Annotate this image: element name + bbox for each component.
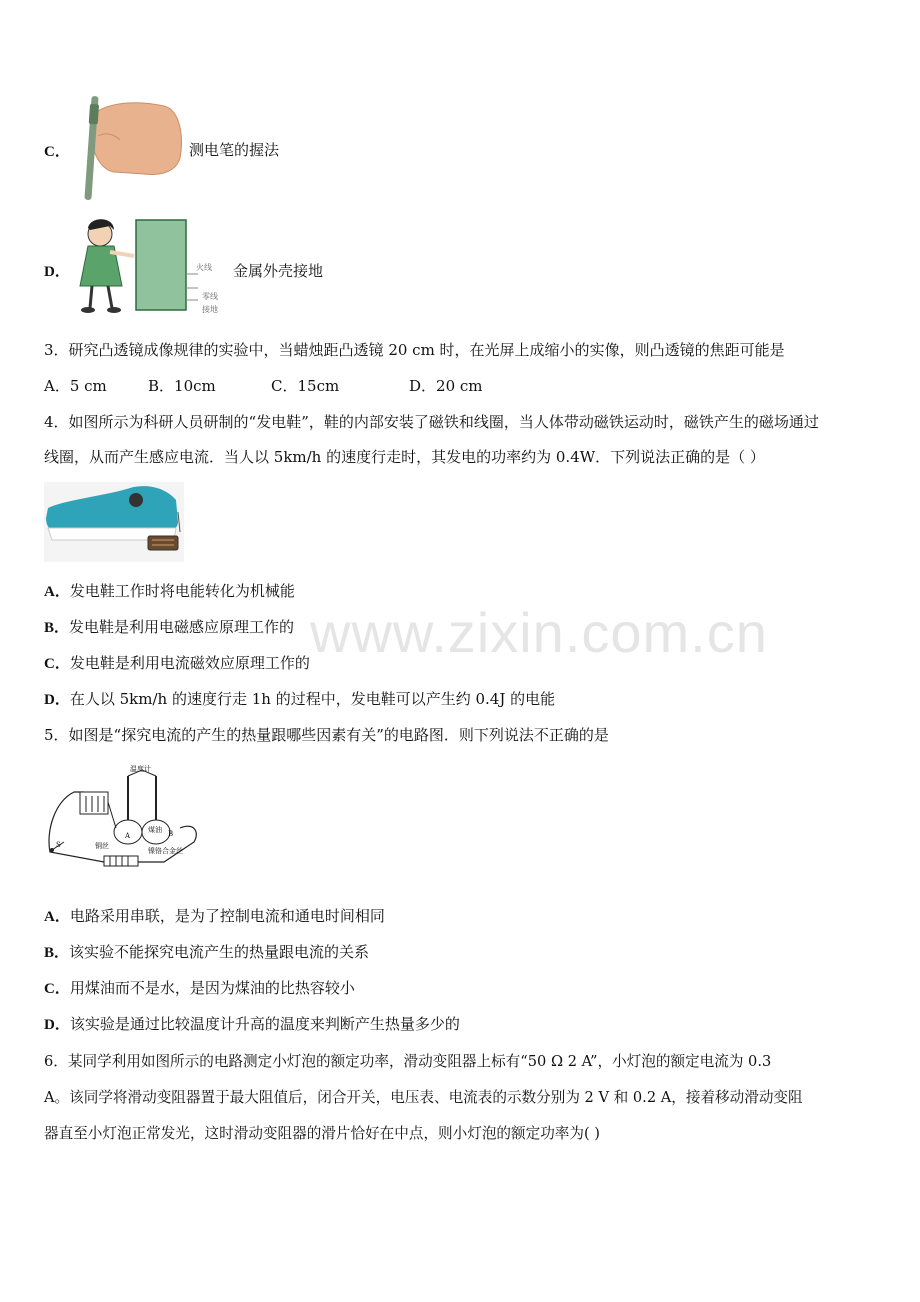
q5-option-a: A．电路采用串联，是为了控制电流和通电时间相同 (44, 907, 385, 925)
fig5-label-kerosene: 煤油 (148, 826, 162, 834)
q4-option-a: A．发电鞋工作时将电能转化为机械能 (44, 582, 295, 600)
q6-stem-line2: A。该同学将滑动变阻器置于最大阻值后，闭合开关，电压表、电流表的示数分别为 2 V 和 0.2 A，接着移动滑动变阻 (44, 1089, 803, 1106)
q3-option-a: A．5 cm (44, 377, 107, 395)
fig5-label-s: S (56, 841, 61, 849)
tester-pen-hand-figure (68, 96, 184, 204)
q3-option-b: B．10cm (148, 377, 216, 395)
fig5-label-nichrome: 镍铬合金丝 (148, 847, 183, 855)
q4-option-b: B．发电鞋是利用电磁感应原理工作的 (44, 618, 295, 636)
q6-stem-line1: 6．某同学利用如图所示的电路测定小灯泡的额定功率，滑动变阻器上标有“50 Ω 2 A”，小灯泡的额定电流为 0.3 (44, 1053, 772, 1070)
q5-option-b: B．该实验不能探究电流产生的热量跟电流的关系 (44, 943, 370, 961)
fig5-label-thermometer: 温度计 (130, 765, 151, 773)
q4-option-d: D．在人以 5km/h 的速度行走 1h 的过程中，发电鞋可以产生约 0.4J 的电能 (44, 690, 556, 708)
fig5-label-b: B (168, 830, 174, 838)
fig-d-label-ground: 接地 (202, 305, 218, 314)
q5-stem: 5．如图是“探究电流的产生的热量跟哪些因素有关”的电路图．则下列说法不正确的是 (44, 726, 609, 744)
q3-option-d: D．20 cm (409, 377, 483, 395)
fig5-label-copper: 铜丝 (95, 842, 109, 850)
q4-option-c: C．发电鞋是利用电流磁效应原理工作的 (44, 654, 310, 672)
q2-option-d-letter: D． (44, 264, 70, 280)
fig-d-label-live: 火线 (196, 263, 212, 272)
q4-stem-line2: 线圈，从而产生感应电流．当人以 5km/h 的速度行走时，其发电的功率约为 0.4W．下列说法正确的是（ ） (44, 448, 765, 466)
q4-stem-line1: 4．如图所示为科研人员研制的“发电鞋”，鞋的内部安装了磁铁和线圈，当人体带动磁铁运动时，磁铁产生的磁场通过 (44, 413, 819, 431)
fig5-label-a: A (125, 832, 131, 840)
power-shoe-figure (44, 482, 184, 562)
q2-option-c-text: 测电笔的握法 (189, 141, 280, 159)
q3-stem: 3．研究凸透镜成像规律的实验中，当蜡烛距凸透镜 20 cm 时，在光屏上成缩小的实像，则凸透镜的焦距可能是 (44, 341, 785, 359)
q5-option-d: D．该实验是通过比较温度计升高的温度来判断产生热量多少的 (44, 1015, 460, 1033)
q2-option-c-letter: C． (44, 144, 70, 160)
fig-d-label-neutral: 零线 (202, 292, 218, 301)
q5-option-c: C．用煤油而不是水，是因为煤油的比热容较小 (44, 979, 355, 997)
q3-option-c: C．15cm (271, 377, 340, 395)
q2-option-d-text: 金属外壳接地 (233, 262, 324, 280)
watermark: www.zixin.com.cn (310, 601, 768, 664)
q6-stem-line3: 器直至小灯泡正常发光，这时滑动变阻器的滑片恰好在中点，则小灯泡的额定功率为( ) (44, 1125, 600, 1142)
